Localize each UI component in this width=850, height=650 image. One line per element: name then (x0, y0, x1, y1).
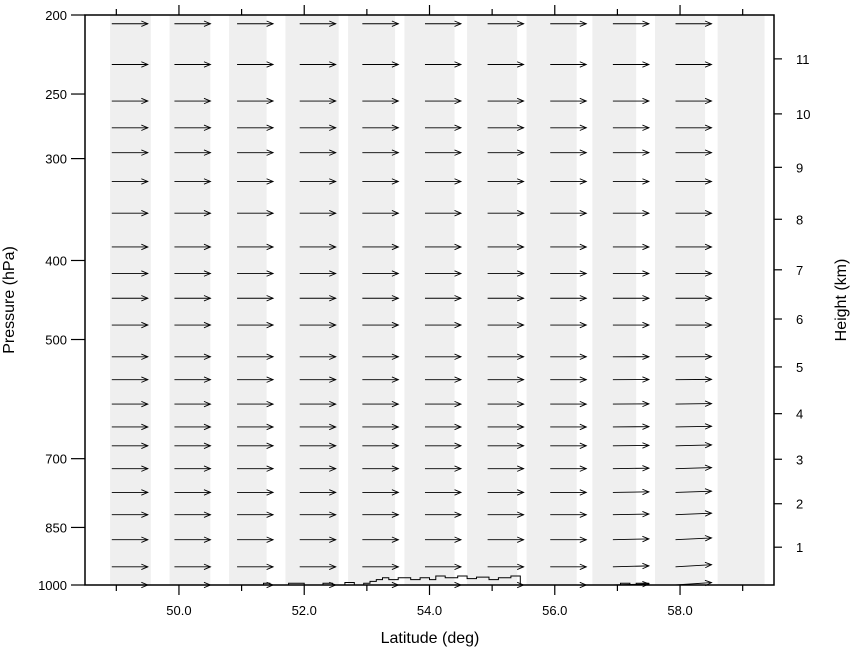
shaded-band-7 (527, 15, 577, 585)
x-tick-label-3: 56.0 (542, 603, 568, 618)
x-tick-label-2: 54.0 (416, 603, 443, 618)
y2-tick-label-6: 7 (796, 262, 804, 278)
vector-shaft (613, 492, 649, 493)
x-tick-label-4: 58.0 (667, 603, 693, 618)
y2-tick-label-1: 2 (796, 496, 804, 512)
y-tick-label-6: 850 (45, 520, 67, 536)
y-axis-title: Pressure (hPa) (1, 246, 18, 354)
y-tick-label-7: 1000 (38, 578, 67, 593)
y-tick-label-5: 700 (45, 451, 67, 467)
y-axis-ticks (38, 8, 85, 593)
y2-tick-label-5: 6 (796, 312, 804, 328)
y2-axis-title: Height (km) (833, 258, 850, 342)
y2-tick-label-7: 8 (796, 212, 804, 228)
shaded-band-1 (170, 15, 211, 585)
y-tick-label-4: 500 (45, 332, 67, 348)
y2-axis-ticks (774, 52, 810, 555)
x-tick-label-0: 50.0 (166, 603, 192, 618)
y2-tick-label-8: 9 (796, 160, 804, 176)
y-tick-label-0: 200 (45, 8, 67, 23)
shaded-band-5 (404, 15, 454, 585)
y2-tick-label-10: 11 (796, 51, 810, 67)
shaded-band-2 (229, 15, 267, 585)
y-tick-label-3: 400 (45, 253, 67, 269)
y2-tick-label-2: 3 (796, 452, 804, 468)
y2-tick-label-0: 1 (796, 540, 804, 556)
shaded-band-9 (655, 15, 705, 585)
y-tick-label-1: 250 (45, 87, 67, 103)
x-tick-label-1: 52.0 (291, 603, 317, 618)
shaded-band-6 (467, 15, 517, 585)
y2-tick-label-4: 5 (796, 359, 804, 375)
shaded-band-10 (718, 15, 765, 585)
y2-tick-label-9: 10 (796, 106, 811, 122)
x-axis-title: Latitude (deg) (380, 630, 480, 647)
y2-tick-label-3: 4 (796, 406, 804, 422)
shaded-band-4 (348, 15, 395, 585)
y-tick-label-2: 300 (45, 151, 67, 167)
shaded-band-8 (592, 15, 636, 585)
